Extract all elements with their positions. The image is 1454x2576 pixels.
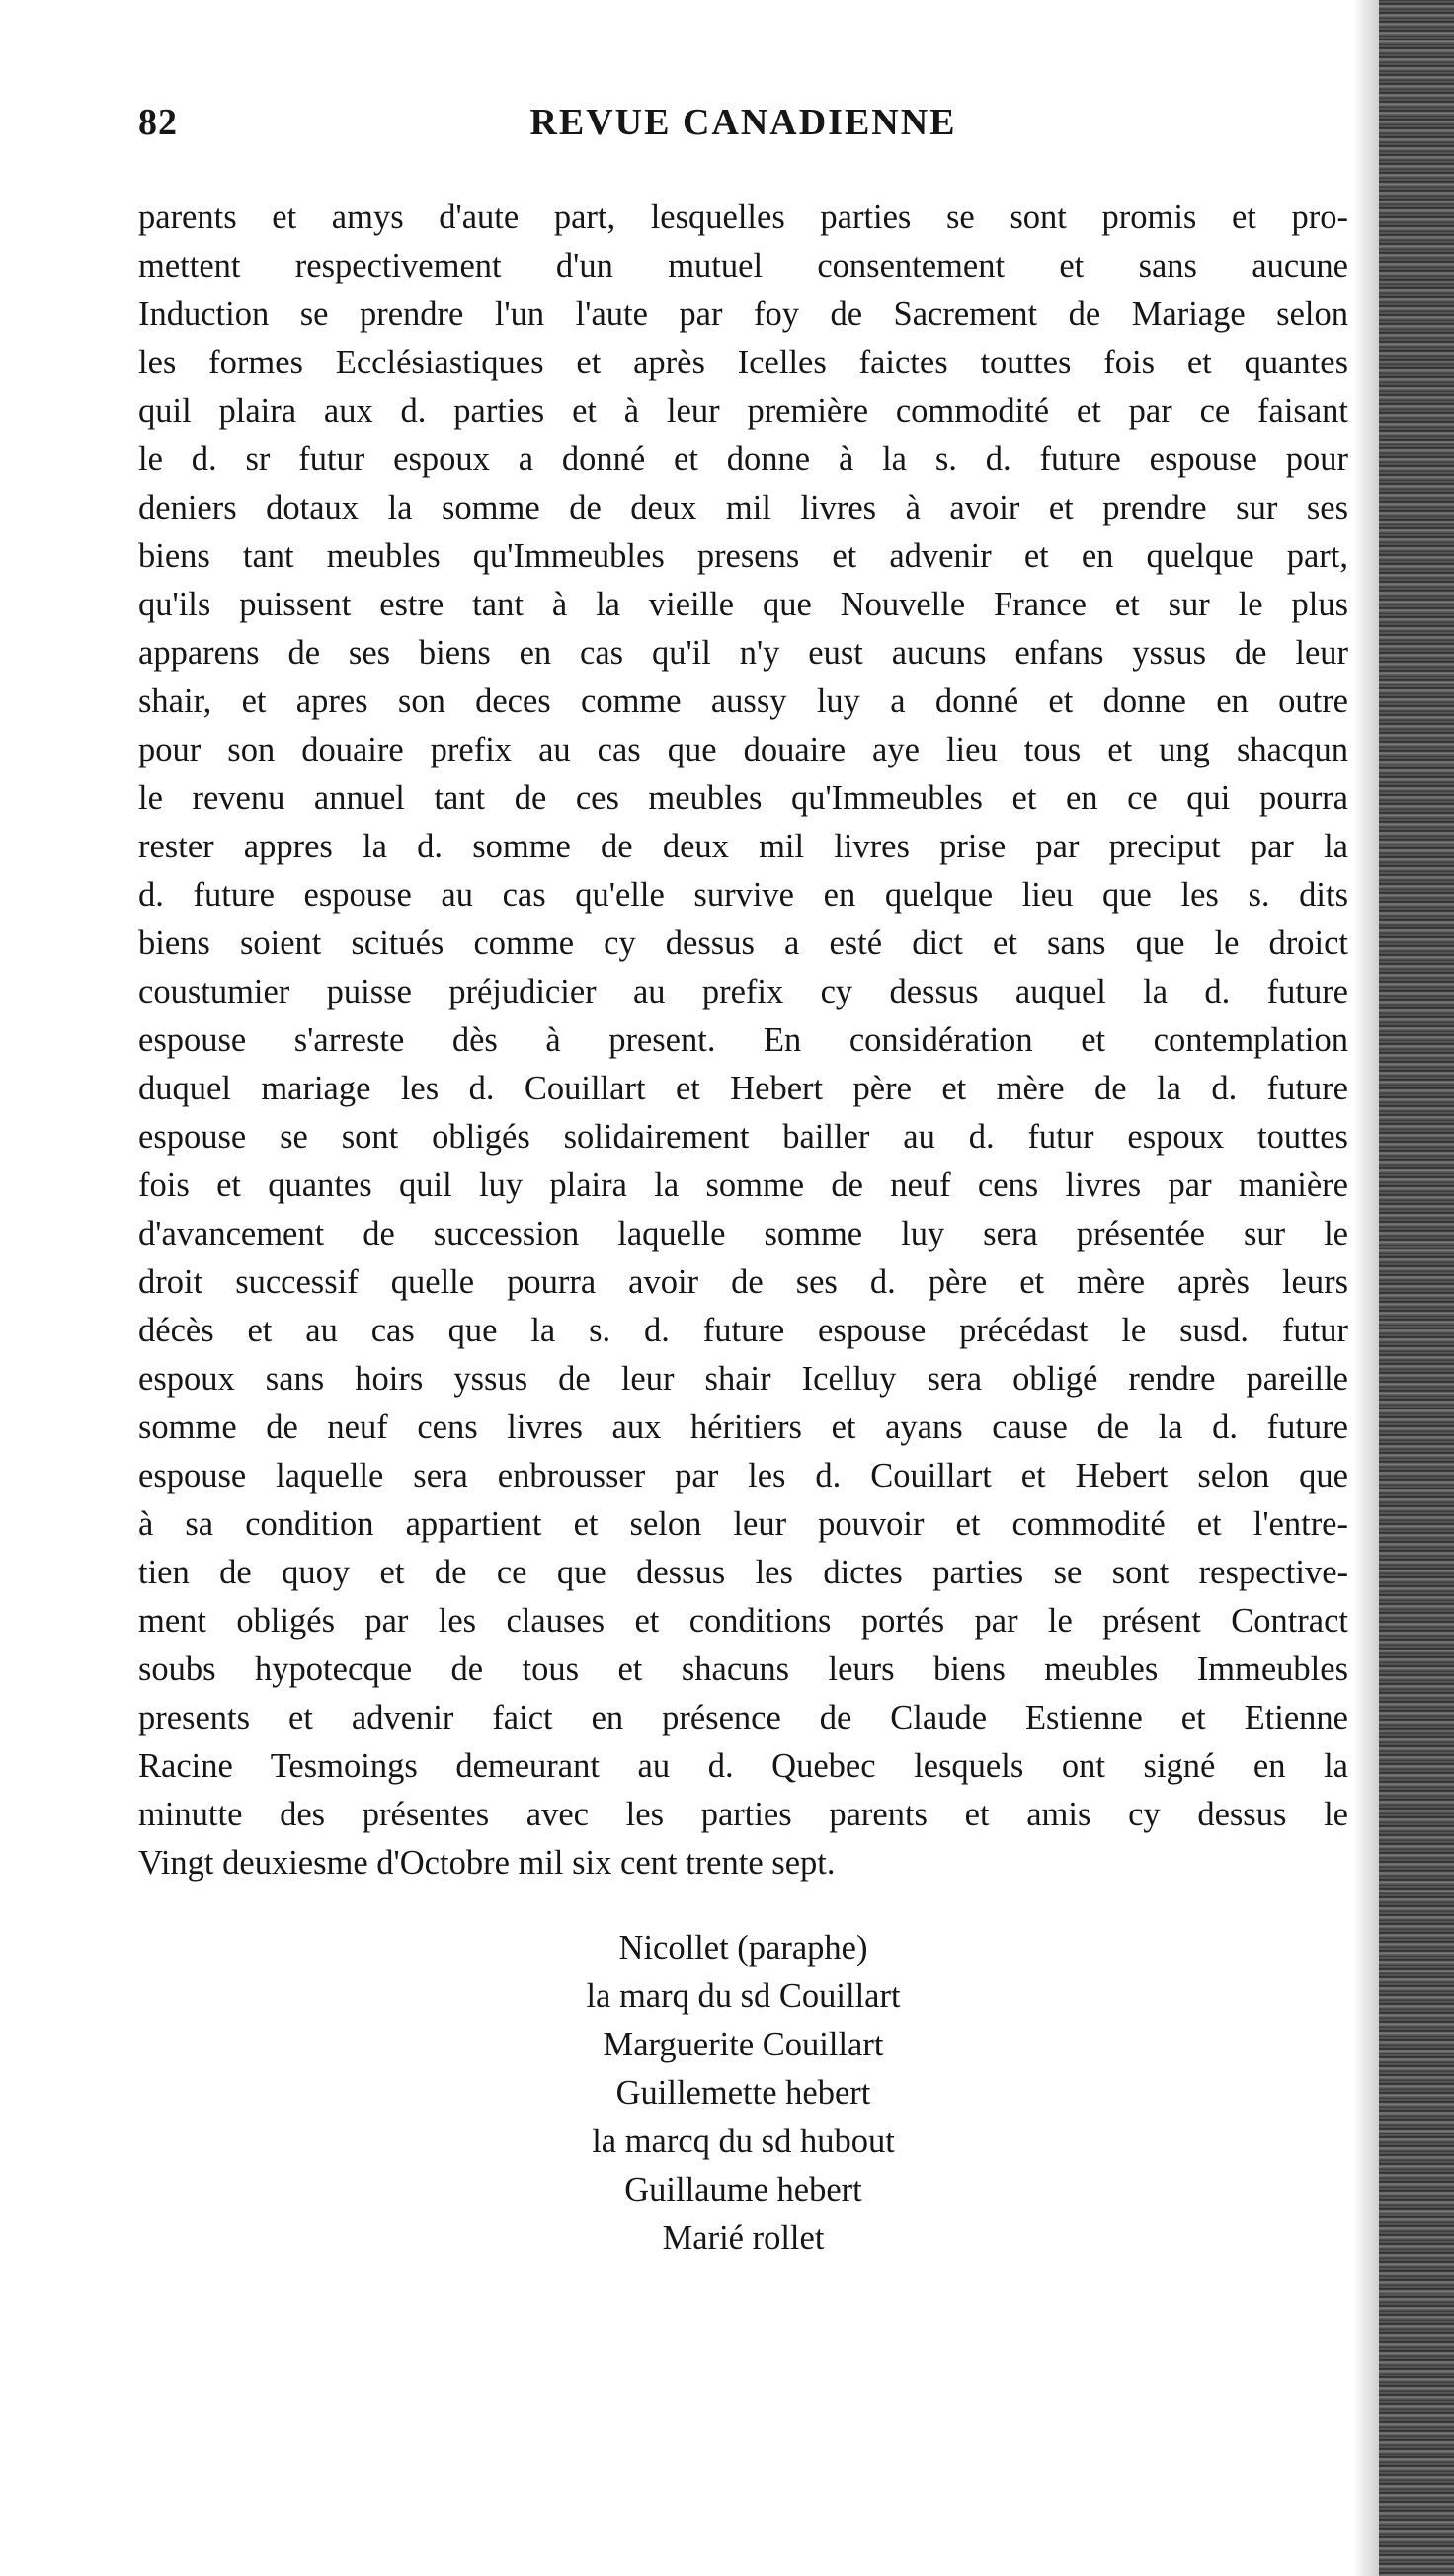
- body-line: mettent respectivement d'un mutuel consentement et sans aucune: [138, 247, 1348, 284]
- body-line: coustumier puisse préjudicier au prefix cy dessus auquel la d. future: [138, 973, 1348, 1010]
- signature-line: Marguerite Couillart: [603, 2026, 884, 2063]
- body-line: à sa condition appartient et selon leur pouvoir et commodité et l'entre-: [138, 1505, 1348, 1543]
- body-line: duquel mariage les d. Couillart et Hebert père et mère de la d. future: [138, 1070, 1348, 1107]
- body-line: espoux sans hoirs yssus de leur shair Icelluy sera obligé rendre pareille: [138, 1360, 1348, 1398]
- body-line: espouse laquelle sera enbrousser par les d. Couillart et Hebert selon que: [138, 1457, 1348, 1494]
- signature-line: Guillemette hebert: [615, 2074, 871, 2112]
- body-line: espouse s'arreste dès à present. En considération et contemplation: [138, 1021, 1348, 1059]
- body-line: shair, et apres son deces comme aussy luy a donné et donne en outre: [138, 683, 1348, 720]
- page-header: [138, 101, 1348, 160]
- page-edge: [1379, 0, 1454, 2576]
- body-line: d. future espouse au cas qu'elle survive en quelque lieu que les s. dits: [138, 876, 1348, 914]
- signature-line: la marq du sd Couillart: [586, 1977, 901, 2015]
- body-line: ment obligés par les clauses et conditions portés par le présent Contract: [138, 1602, 1348, 1640]
- body-line: fois et quantes quil luy plaira la somme de neuf cens livres par manière: [138, 1167, 1348, 1204]
- body-line: parents et amys d'aute part, lesquelles parties se sont promis et pro-: [138, 199, 1348, 236]
- body-text: [138, 194, 1348, 1888]
- page-edge-shadow: [1353, 0, 1379, 2576]
- body-line: pour son douaire prefix au cas que douaire aye lieu tous et ung shacqun: [138, 731, 1348, 768]
- signature-line: Nicollet (paraphe): [618, 1929, 868, 1967]
- body-line: qu'ils puissent estre tant à la vieille que Nouvelle France et sur le plus: [138, 586, 1348, 623]
- body-line: biens tant meubles qu'Immeubles presens et advenir et en quelque part,: [138, 537, 1348, 575]
- body-line: Vingt deuxiesme d'Octobre mil six cent trente sept.: [138, 1844, 836, 1882]
- body-line: Induction se prendre l'un l'aute par foy de Sacrement de Mariage selon: [138, 295, 1348, 333]
- page-number: 82: [138, 102, 178, 143]
- body-line: rester appres la d. somme de deux mil livres prise par preciput par la: [138, 828, 1348, 865]
- body-line: Racine Tesmoings demeurant au d. Quebec lesquels ont signé en la: [138, 1747, 1348, 1785]
- body-line: quil plaira aux d. parties et à leur première commodité et par ce faisant: [138, 392, 1348, 430]
- signature-block: [138, 1924, 1348, 2263]
- body-line: d'avancement de succession laquelle somme luy sera présentée sur le: [138, 1215, 1348, 1252]
- signature-line: Marié rollet: [662, 2219, 825, 2257]
- body-line: presents et advenir faict en présence de Claude Estienne et Etienne: [138, 1699, 1348, 1736]
- body-line: droit successif quelle pourra avoir de ses d. père et mère après leurs: [138, 1263, 1348, 1301]
- body-line: les formes Ecclésiastiques et après Icelles faictes touttes fois et quantes: [138, 344, 1348, 381]
- running-title: REVUE CANADIENNE: [529, 102, 957, 143]
- body-line: somme de neuf cens livres aux héritiers et ayans cause de la d. future: [138, 1409, 1348, 1446]
- body-line: apparens de ses biens en cas qu'il n'y eust aucuns enfans yssus de leur: [138, 634, 1348, 672]
- body-line: deniers dotaux la somme de deux mil livres à avoir et prendre sur ses: [138, 489, 1348, 526]
- body-line: tien de quoy et de ce que dessus les dictes parties se sont respective-: [138, 1554, 1348, 1591]
- body-line: minutte des présentes avec les parties parents et amis cy dessus le: [138, 1796, 1348, 1833]
- signature-line: la marcq du sd hubout: [592, 2123, 895, 2160]
- body-line: le revenu annuel tant de ces meubles qu'Immeubles et en ce qui pourra: [138, 779, 1348, 817]
- body-line: biens soient scitués comme cy dessus a esté dict et sans que le droict: [138, 925, 1348, 962]
- body-line: soubs hypotecque de tous et shacuns leurs biens meubles Immeubles: [138, 1650, 1348, 1688]
- body-line: le d. sr futur espoux a donné et donne à la s. d. future espouse pour: [138, 441, 1348, 478]
- body-line: décès et au cas que la s. d. future espouse précédast le susd. futur: [138, 1312, 1348, 1349]
- signature-line: Guillaume hebert: [624, 2171, 862, 2209]
- body-line: espouse se sont obligés solidairement bailler au d. futur espoux touttes: [138, 1118, 1348, 1156]
